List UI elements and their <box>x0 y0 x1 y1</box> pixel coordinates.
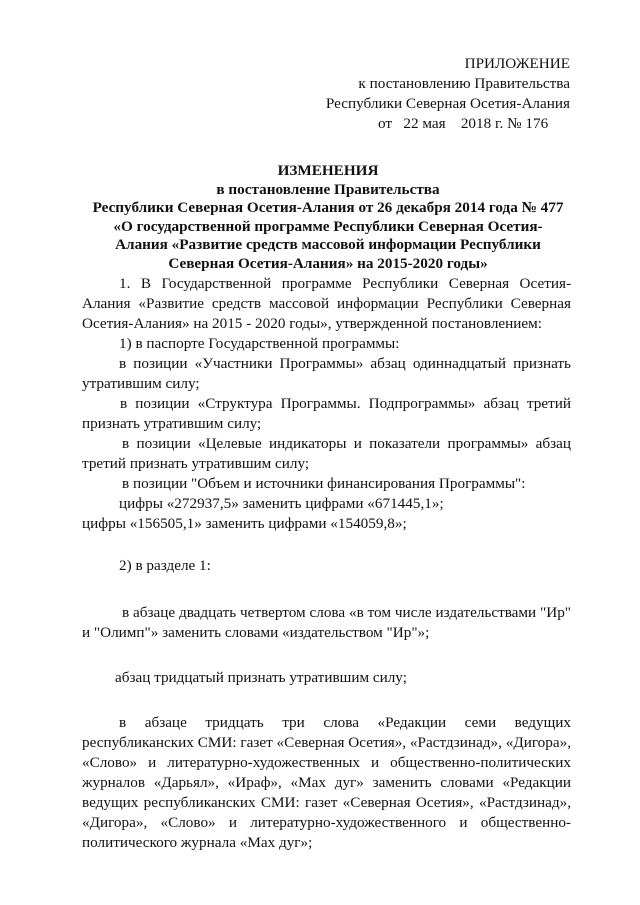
paragraph-6: в позиции "Объем и источники финансирования Программы": <box>122 475 526 492</box>
paragraph-7: цифры «272937,5» заменить цифрами «671445,1»; <box>119 495 444 512</box>
title-heading: ИЗМЕНЕНИЯ <box>277 162 379 179</box>
appendix-republic-line: Республики Северная Осетия-Алания <box>325 95 570 112</box>
title-line-1: в постановление Правительства <box>216 180 440 198</box>
paragraph-9: 2) в разделе 1: <box>119 557 211 574</box>
document-title <box>78 162 578 273</box>
title-line-3: «О государственной программе Республики Северная Осетия- <box>113 217 543 235</box>
paragraph-2: 1) в паспорте Государственной программы: <box>119 335 400 352</box>
paragraph-1: 1. В Государственной программе Республики Северная Осетия-Алания «Развитие средств массовой информации Республики Северная Осетия-Алания» на 2015 - 2020 годы», утвержденной постановлением: <box>82 275 571 332</box>
paragraph-12: в абзаце тридцать три слова «Редакции семи ведущих республиканских СМИ: газет «Северная Осетия», «Растдзинад», «Дигора», «Слово» и литературно-художественных и общественно-политических журналов «Дарьял», «Ираф», «Мах дуг» заменить словами «Редакции ведущих республиканских СМИ: газет «Северная Осетия», «Растдзинад», «Дигора», «Слово» и литературно-художественного и общественно-политического журнала «Мах дуг»; <box>82 714 571 851</box>
paragraph-5: в позиции «Целевые индикаторы и показатели программы» абзац третий признать утратившим силу; <box>82 435 571 472</box>
appendix-header <box>320 54 570 134</box>
paragraph-10: в абзаце двадцать четвертом слова «в том числе издательствами "Ир" и "Олимп"» заменить словами «издательством "Ир"»; <box>82 604 571 641</box>
document-body <box>82 274 571 853</box>
title-line-4: Алания «Развитие средств массовой информации Республики <box>115 236 541 253</box>
title-line-5: Северная Осетия-Алания» на 2015-2020 годы» <box>168 254 488 272</box>
paragraph-8: цифры «156505,1» заменить цифрами «154059,8»; <box>82 515 407 532</box>
appendix-label: ПРИЛОЖЕНИЕ <box>464 55 570 72</box>
paragraph-3: в позиции «Участники Программы» абзац одиннадцатый признать утратившим силу; <box>82 355 571 392</box>
title-line-2: Республики Северная Осетия-Алания от 26 декабря 2014 года № 477 <box>92 199 564 216</box>
appendix-date-number: от 22 мая 2018 г. № 176 <box>378 115 549 132</box>
paragraph-4: в позиции «Структура Программы. Подпрограммы» абзац третий признать утратившим силу; <box>82 395 571 432</box>
appendix-resolution-line: к постановлению Правительства <box>358 75 570 92</box>
paragraph-11: абзац тридцатый признать утратившим силу; <box>115 669 407 686</box>
